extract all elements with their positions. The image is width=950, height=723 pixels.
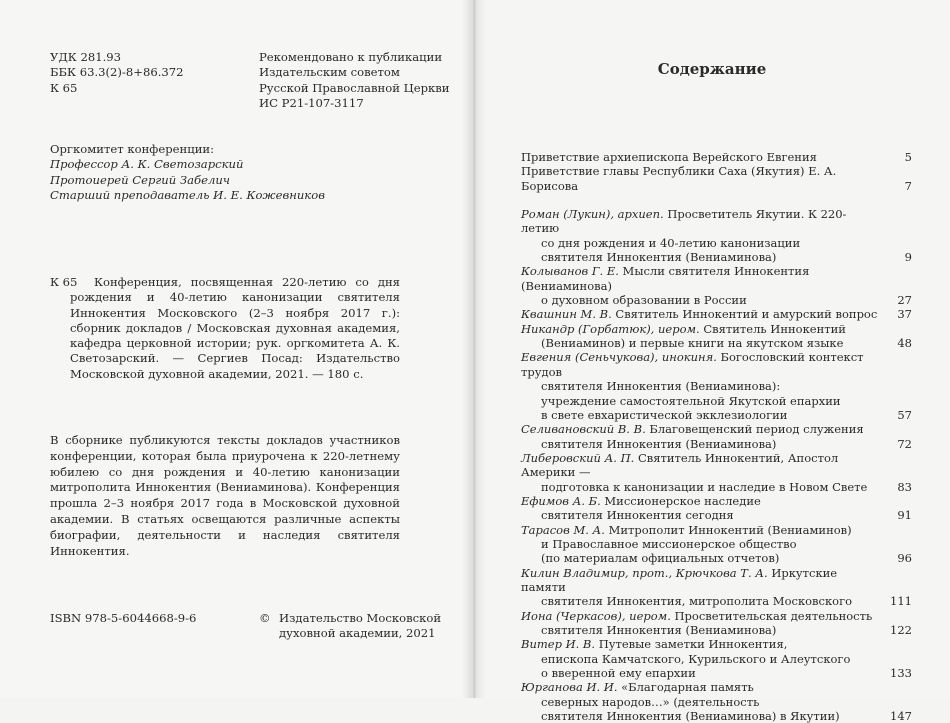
committee-member: Протоиерей Сергий Забелич: [50, 172, 231, 187]
entry-title: Приветствие архиепископа Верейского Евгения: [521, 150, 817, 164]
publication-approval: [259, 50, 450, 111]
entry-title: Приветствие главы Республики Саха (Якутия) Е. А. Борисова: [521, 164, 837, 193]
entry-author: Тарасов М. А.: [521, 522, 605, 537]
entry-title: (Вениаминов) и первые книги на якутском языке: [541, 336, 844, 351]
entry-line: [521, 350, 882, 379]
toc-entry[interactable]: [521, 523, 912, 566]
entry-line: [521, 551, 882, 565]
entry-author: Квашнин М. В.: [521, 307, 612, 322]
page-number: 57: [897, 407, 912, 422]
entry-line: [521, 709, 882, 723]
entry-author: Селивановский В. В.: [521, 422, 646, 437]
book-gutter: [462, 0, 486, 698]
approval-number: ИС Р21-107-3117: [259, 95, 364, 110]
entry-title: (по материалам официальных отчетов): [541, 551, 780, 566]
entry-line: [521, 623, 882, 637]
page-number: 27: [897, 293, 912, 308]
entry-line: [521, 422, 882, 436]
entry-title: Миссионерское наследие: [604, 493, 761, 508]
page-number: 9: [904, 250, 912, 265]
toc-entry[interactable]: [521, 451, 912, 494]
entry-line: [521, 594, 882, 608]
entry-line: [521, 494, 882, 508]
entry-line: [521, 666, 882, 680]
page-number: 48: [897, 336, 912, 351]
approval-line: Издательским советом: [259, 65, 400, 80]
toc-entry[interactable]: [521, 566, 912, 609]
entry-author: Евгения (Сеньчукова), инокиня.: [521, 350, 717, 365]
entry-title: со дня рождения и 40-летию канонизации: [541, 235, 801, 250]
bibliographic-record: [50, 275, 400, 382]
page-number: 5: [904, 150, 912, 164]
approval-line: Русской Православной Церкви: [259, 80, 450, 95]
entry-line: [521, 480, 882, 494]
entry-line: [521, 437, 882, 451]
biblio-text: Конференция, посвященная 220-летию со дня рождения и 40-летию канонизации святителя Иннокентия Московского (2–3 ноября 2017 г.): сборник докладов / Московская духовная академия, кафедра церковной истории; рук. оргкомитета А. К. Светозарский. — Сергиев Посад: Издательство Московской духовной академии, 2021. — 180 с.: [70, 275, 400, 381]
entry-title: Мысли святителя Иннокентия (Вениаминова): [521, 264, 810, 293]
entry-title: Иркутские памяти: [521, 565, 838, 594]
page-number: 122: [890, 623, 912, 637]
page-number: 72: [897, 436, 912, 451]
toc-entry[interactable]: [521, 150, 912, 164]
entry-title: о вверенной ему епархии: [541, 666, 696, 681]
spacer: [521, 193, 912, 207]
udk-code: УДК 281.93: [50, 50, 122, 64]
entry-title: святителя Иннокентия, митрополита Московского: [541, 594, 853, 609]
toc-entry[interactable]: [521, 494, 912, 523]
page-number: 7: [904, 178, 912, 193]
entry-title: епископа Камчатского, Курильского и Алеутского: [541, 651, 851, 666]
toc-entry[interactable]: [521, 264, 912, 307]
entry-line: [521, 680, 882, 694]
entry-line: [521, 566, 882, 595]
entry-title: святителя Иннокентия (Вениаминова): [541, 436, 777, 451]
entry-line: [521, 537, 882, 551]
annotation: В сборнике публикуются тексты докладов участников конференции, которая была приурочена к 220-летнему юбилею со дня рождения и 40-летию канонизации митрополита Иннокентия (Вениаминова). Конференция прошла 2–3 ноября 2017 года в Московской духовной академии. В статьях освещаются различные аспекты биографии, деятельности и наследия святителя Иннокентия.: [50, 433, 400, 558]
entry-title: Путевые заметки Иннокентия,: [598, 637, 788, 652]
toc-entry[interactable]: [521, 322, 912, 351]
entry-title: святителя Иннокентия (Вениаминова): [541, 250, 777, 265]
table-of-contents: [521, 150, 912, 723]
entry-title: Просветитель Якутии. К 220-летию: [521, 207, 847, 236]
copyright: [259, 611, 441, 642]
entry-title: и Православное миссионерское общество: [541, 536, 797, 551]
page-number: 147: [890, 709, 912, 723]
entry-line: [521, 293, 882, 307]
classification-codes: [50, 50, 184, 96]
entry-title: Благовещенский период служения: [649, 422, 864, 437]
committee-member: Профессор А. К. Светозарский: [50, 157, 244, 172]
entry-title: Святитель Иннокентий: [703, 321, 846, 336]
entry-author: Витер И. В.: [521, 637, 596, 652]
entry-author: Либеровский А. П.: [521, 450, 635, 465]
entry-title: святителя Иннокентия (Вениаминова) в Якутии): [541, 709, 840, 723]
entry-line: [521, 336, 882, 350]
approval-line: Рекомендовано к публикации: [259, 50, 443, 64]
entry-author: Роман (Лукин), архиеп.: [521, 207, 664, 222]
toc-entry[interactable]: [521, 680, 912, 723]
entry-title: в свете евхаристической экклезиологии: [541, 407, 788, 422]
entry-line: [521, 523, 882, 537]
page-number: 111: [890, 594, 912, 609]
copyright-line: Издательство Московской: [279, 611, 442, 625]
toc-entry[interactable]: [521, 164, 912, 193]
author-mark: К 65: [50, 80, 78, 95]
entry-line: [521, 394, 882, 408]
page-title: Содержание: [657, 60, 767, 78]
copyright-line: духовной академии, 2021: [279, 626, 436, 641]
committee-heading: Оргкомитет конференции:: [50, 142, 215, 156]
left-page: [0, 0, 474, 698]
entry-title: святителя Иннокентия (Вениаминова):: [541, 379, 781, 394]
entry-title: святителя Иннокентия (Вениаминова): [541, 623, 777, 637]
committee-member: Старший преподаватель И. Е. Кожевников: [50, 187, 325, 202]
entry-line: [521, 652, 882, 666]
entry-title: Богословский контекст трудов: [521, 350, 864, 379]
entry-line: [521, 307, 882, 321]
page-number: 96: [897, 551, 912, 566]
biblio-label: К 65: [50, 275, 78, 289]
entry-title: о духовном образовании в России: [541, 293, 747, 308]
entry-line: [521, 379, 882, 393]
copyright-icon: ©: [259, 611, 271, 625]
toc-entry[interactable]: [521, 307, 912, 321]
entry-line: [521, 408, 882, 422]
page-number: 91: [897, 508, 912, 523]
entry-line: [521, 207, 882, 236]
entry-author: Юрганова И. И.: [521, 680, 618, 695]
entry-line: [521, 451, 882, 480]
entry-author: Никандр (Горбатюк), иером.: [521, 321, 700, 336]
entry-title: подготовка к канонизации и наследие в Новом Свете: [541, 479, 868, 494]
entry-title: Просветительская деятельность: [674, 608, 873, 623]
entry-line: [521, 250, 882, 264]
entry-author: Килин Владимир, прот., Крючкова Т. А.: [521, 565, 768, 580]
entry-author: Ефимов А. Б.: [521, 493, 601, 508]
toc-entry[interactable]: [521, 637, 912, 680]
toc-entry[interactable]: [521, 422, 912, 451]
entry-title: «Благодарная память: [621, 680, 754, 695]
entry-line: [521, 236, 882, 250]
page-number: 37: [897, 307, 912, 322]
page-number: 83: [897, 479, 912, 494]
entry-line: [521, 322, 882, 336]
toc-entry[interactable]: [521, 350, 912, 422]
entry-author: Иона (Черкасов), иером.: [521, 608, 671, 623]
entry-line: [521, 695, 882, 709]
entry-title: Святитель Иннокентий, Апостол Америки —: [521, 450, 839, 480]
entry-title: Святитель Иннокентий и амурский вопрос: [615, 307, 878, 322]
page-number: 133: [890, 666, 912, 681]
entry-title: святителя Иннокентия сегодня: [541, 508, 734, 523]
bbk-code: ББК 63.3(2)-8+86.372: [50, 65, 184, 80]
entry-title: Митрополит Иннокентий (Вениаминов): [608, 522, 852, 537]
isbn: ISBN 978-5-6044668-9-6: [50, 611, 197, 625]
entry-author: Колыванов Г. Е.: [521, 264, 619, 279]
entry-line: [521, 264, 882, 293]
toc-entry[interactable]: [521, 207, 912, 264]
toc-entry[interactable]: [521, 609, 912, 638]
organizing-committee: [50, 142, 325, 203]
entry-title: северных народов…» (деятельность: [541, 694, 760, 709]
entry-title: учреждение самостоятельной Якутской епархии: [541, 393, 841, 408]
entry-line: [521, 637, 882, 651]
entry-line: [521, 508, 882, 522]
entry-line: [521, 609, 882, 623]
